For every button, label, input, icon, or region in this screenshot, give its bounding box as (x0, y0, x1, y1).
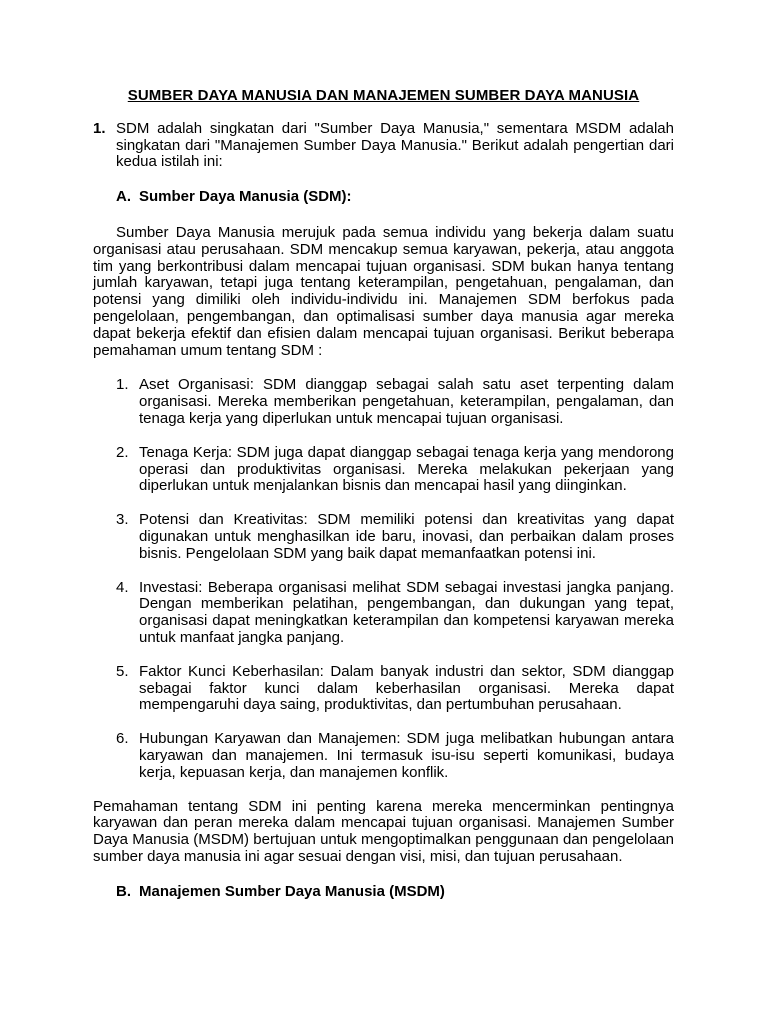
section-b-title: Manajemen Sumber Daya Manusia (MSDM) (139, 882, 445, 900)
section-a-closing: Pemahaman tentang SDM ini penting karena mereka mencerminkan pentingnya karyawan dan peran mereka dalam mencapai tujuan organisasi. Manajemen Sumber Daya Manusia (MSDM) bertujuan untuk mengoptimalkan penggunaan dan pengelolaan sumber daya manusia ini agar sesuai dengan visi, misi, dan tujuan perusahaan. (93, 797, 674, 865)
list-item (93, 445, 674, 495)
list-item-number: 6. (116, 730, 129, 748)
list-item (93, 377, 674, 427)
section-a-intro: Sumber Daya Manusia merujuk pada semua individu yang bekerja dalam suatu organisasi atau perusahaan. SDM mencakup semua karyawan, pekerja, atau anggota tim yang berkontribusi dalam mencapai tujuan organisasi. SDM bukan hanya tentang jumlah karyawan, tetapi juga tentang keterampilan, pengetahuan, pengalaman, dan potensi yang dimiliki oleh individu-individu ini. Manajemen SDM berfokus pada pengelolaan, pengembangan, dan optimalisasi sumber daya manusia agar mereka dapat bekerja efektif dan efisien dalam mencapai tujuan organisasi. Berikut beberapa pemahaman umum tentang SDM : (93, 223, 674, 359)
section-a-heading (93, 189, 674, 206)
list-item-text: Tenaga Kerja: SDM juga dapat dianggap sebagai tenaga kerja yang mendorong operasi dan produktivitas organisasi. Mereka melakukan pekerjaan yang diperlukan untuk menjalankan bisnis dan mencapai hasil yang diinginkan. (139, 443, 674, 495)
point-1 (93, 121, 674, 171)
list-item-number: 4. (116, 578, 129, 596)
list-item (93, 664, 674, 714)
list-item-number: 3. (116, 511, 129, 529)
list-item (93, 731, 674, 781)
section-b-letter: B. (116, 882, 131, 900)
list-item-text: Faktor Kunci Keberhasilan: Dalam banyak industri dan sektor, SDM dianggap sebagai faktor kunci dalam keberhasilan organisasi. Mereka dapat mempengaruhi daya saing, produktivitas, dan pertumbuhan perusahaan. (139, 662, 674, 714)
list-item (93, 580, 674, 647)
list-item-text: Investasi: Beberapa organisasi melihat SDM sebagai investasi jangka panjang. Dengan memberikan pelatihan, pengembangan, dan dukungan yang tepat, organisasi dapat meningkatkan keterampilan dan kompetensi karyawan mereka untuk manfaat jangka panjang. (139, 578, 674, 646)
list-item-text: Aset Organisasi: SDM dianggap sebagai salah satu aset terpenting dalam organisasi. Mereka memberikan pengetahuan, keterampilan, pengalaman, dan tenaga kerja yang diperlukan untuk mencapai tujuan organisasi. (139, 376, 674, 427)
section-a-title: Sumber Daya Manusia (SDM): (139, 188, 352, 206)
point-1-text: SDM adalah singkatan dari "Sumber Daya Manusia," sementara MSDM adalah singkatan dari "Manajemen Sumber Daya Manusia." Berikut adalah pengertian dari kedua istilah ini: (116, 119, 674, 171)
document-page (93, 84, 674, 900)
list-item-text: Potensi dan Kreativitas: SDM memiliki potensi dan kreativitas yang dapat digunakan untuk menghasilkan ide baru, inovasi, dan perbaikan dalam proses bisnis. Pengelolaan SDM yang baik dapat memanfaatkan potensi ini. (139, 511, 674, 562)
document-title: SUMBER DAYA MANUSIA DAN MANAJEMEN SUMBER DAYA MANUSIA (127, 87, 640, 104)
list-item-number: 1. (116, 376, 129, 394)
point-1-number: 1. (93, 119, 106, 137)
list-item-number: 5. (116, 662, 129, 680)
list-item-number: 2. (116, 443, 129, 461)
section-b-heading (93, 884, 674, 901)
section-a-letter: A. (116, 188, 131, 206)
sdm-list (93, 377, 674, 781)
list-item (93, 512, 674, 562)
list-item-text: Hubungan Karyawan dan Manajemen: SDM juga melibatkan hubungan antara karyawan dan manajemen. Ini termasuk isu-isu seperti komunikasi, budaya kerja, kepuasan kerja, dan manajemen konflik. (139, 730, 674, 781)
